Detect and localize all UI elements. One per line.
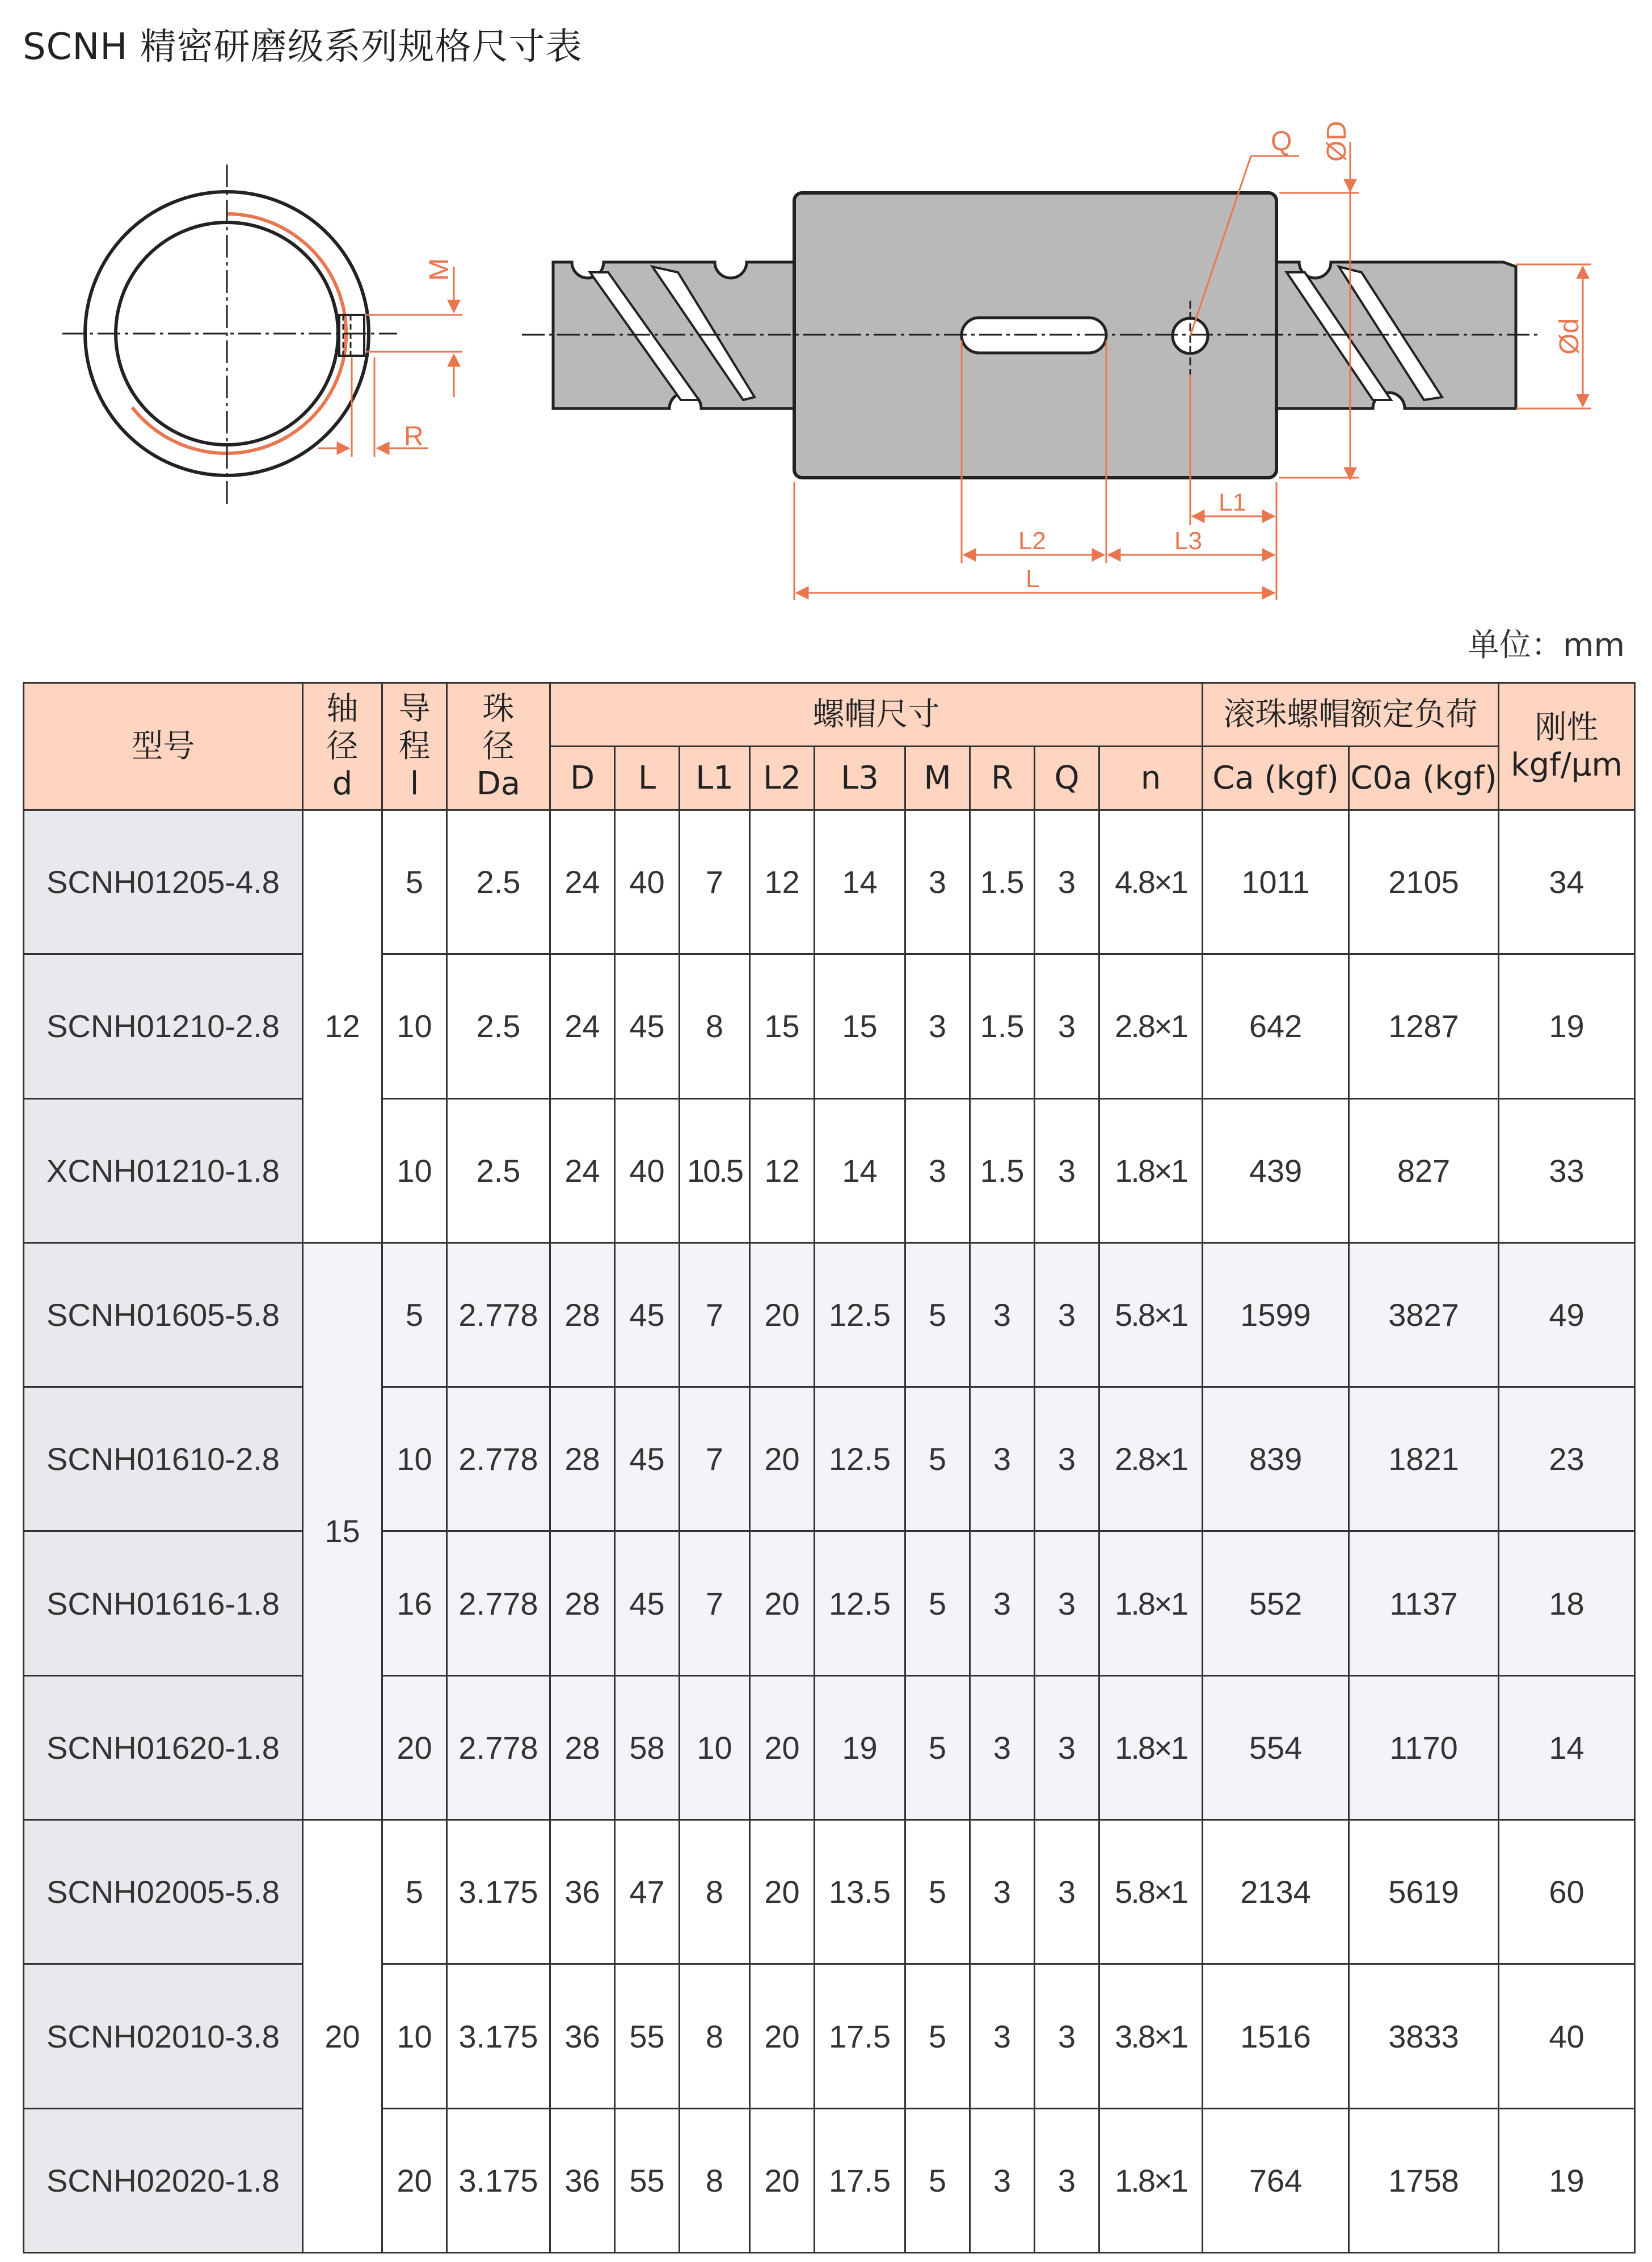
cell-c0a: 1758: [1349, 2108, 1499, 2252]
cell-n: 1.8×1: [1099, 2108, 1203, 2252]
cell-r: 3: [970, 1531, 1035, 1675]
table-row: [24, 1820, 1635, 1964]
cell-l1: 7: [680, 810, 750, 954]
cell-l: 45: [615, 1531, 680, 1675]
cell-da: 2.778: [447, 1242, 550, 1387]
cell-d: 36: [550, 1820, 615, 1964]
cell-d: 24: [550, 810, 615, 954]
cell-m: 3: [905, 954, 970, 1098]
cell-r: 1.5: [970, 1098, 1035, 1242]
cell-rig: 40: [1499, 1964, 1635, 2108]
cell-d: 28: [550, 1242, 615, 1387]
cell-l: 40: [615, 810, 680, 954]
cell-l1: 8: [680, 954, 750, 1098]
cell-ca: 1599: [1203, 1242, 1349, 1387]
table-row: [24, 2108, 1635, 2252]
cell-c0a: 1821: [1349, 1387, 1499, 1531]
cell-m: 5: [905, 1242, 970, 1387]
cell-l2: 12: [750, 1098, 815, 1242]
cell-n: 5.8×1: [1099, 1242, 1203, 1387]
cell-rig: 49: [1499, 1242, 1635, 1387]
cell-ca: 839: [1203, 1387, 1349, 1531]
cell-l2: 12: [750, 810, 815, 954]
cell-d: 28: [550, 1675, 615, 1819]
cell-l3: 17.5: [815, 1964, 905, 2108]
cell-da: 2.5: [447, 1098, 550, 1242]
cell-n: 4.8×1: [1099, 810, 1203, 954]
header-col-n: n: [1099, 747, 1203, 810]
cell-n: 1.8×1: [1099, 1531, 1203, 1675]
header-col-l3: L3: [815, 747, 905, 810]
cell-l: 55: [615, 2108, 680, 2252]
cell-l: 45: [615, 954, 680, 1098]
cell-c0a: 3833: [1349, 1964, 1499, 2108]
cell-ca: 2134: [1203, 1820, 1349, 1964]
cell-n: 1.8×1: [1099, 1098, 1203, 1242]
end-view: [62, 165, 462, 505]
cell-m: 5: [905, 1387, 970, 1531]
shaft-diameter-cell: 20: [303, 1820, 382, 2253]
cell-l3: 17.5: [815, 2108, 905, 2252]
cell-n: 2.8×1: [1099, 1387, 1203, 1531]
cell-q: 3: [1035, 1098, 1099, 1242]
header-ball-diameter: 珠 径 Da: [447, 683, 550, 810]
model-cell: SCNH01620-1.8: [24, 1675, 303, 1819]
cell-l1: 7: [680, 1531, 750, 1675]
cell-m: 5: [905, 1820, 970, 1964]
table-row: [24, 810, 1635, 954]
cell-l1: 8: [680, 2108, 750, 2252]
cell-q: 3: [1035, 2108, 1099, 2252]
spec-table: [23, 682, 1636, 2253]
cell-c0a: 5619: [1349, 1820, 1499, 1964]
header-lead: 导 程 l: [382, 683, 447, 810]
model-cell: SCNH02020-1.8: [24, 2108, 303, 2252]
cell-q: 3: [1035, 810, 1099, 954]
cell-d: 28: [550, 1387, 615, 1531]
cell-lead: 5: [382, 1820, 447, 1964]
cell-r: 3: [970, 1675, 1035, 1819]
cell-c0a: 3827: [1349, 1242, 1499, 1387]
cell-l2: 20: [750, 1675, 815, 1819]
cell-r: 3: [970, 1387, 1035, 1531]
cell-l3: 12.5: [815, 1242, 905, 1387]
dim-label-l2: L2: [1018, 527, 1046, 555]
cell-l: 40: [615, 1098, 680, 1242]
cell-ca: 1516: [1203, 1964, 1349, 2108]
header-col-l1: L1: [680, 747, 750, 810]
dim-label-m: M: [424, 258, 454, 281]
cell-lead: 10: [382, 954, 447, 1098]
cell-d: 28: [550, 1531, 615, 1675]
cell-l3: 14: [815, 810, 905, 954]
dim-label-r: R: [404, 422, 424, 452]
cell-da: 3.175: [447, 1820, 550, 1964]
page-title: SCNH 精密研磨级系列规格尺寸表: [23, 26, 583, 68]
cell-lead: 20: [382, 2108, 447, 2252]
cell-l2: 20: [750, 2108, 815, 2252]
ball-screw-nut-drawing: [0, 0, 1652, 624]
cell-r: 3: [970, 1820, 1035, 1964]
cell-l1: 10.5: [680, 1098, 750, 1242]
cell-da: 2.778: [447, 1675, 550, 1819]
header-shaft-diameter: 轴 径 d: [303, 683, 382, 810]
cell-da: 2.778: [447, 1387, 550, 1531]
cell-da: 2.5: [447, 810, 550, 954]
cell-l2: 15: [750, 954, 815, 1098]
cell-r: 1.5: [970, 810, 1035, 954]
cell-l: 45: [615, 1242, 680, 1387]
cell-l2: 20: [750, 1964, 815, 2108]
model-cell: SCNH01610-2.8: [24, 1387, 303, 1531]
header-col-d: D: [550, 747, 615, 810]
cell-da: 2.5: [447, 954, 550, 1098]
dim-label-l1: L1: [1219, 488, 1246, 516]
cell-m: 3: [905, 810, 970, 954]
cell-l2: 20: [750, 1387, 815, 1531]
cell-r: 1.5: [970, 954, 1035, 1098]
cell-m: 5: [905, 1531, 970, 1675]
cell-lead: 20: [382, 1675, 447, 1819]
cell-d: 36: [550, 2108, 615, 2252]
model-cell: SCNH01210-2.8: [24, 954, 303, 1098]
cell-rig: 19: [1499, 2108, 1635, 2252]
cell-l: 55: [615, 1964, 680, 2108]
cell-l1: 8: [680, 1820, 750, 1964]
cell-q: 3: [1035, 1531, 1099, 1675]
cell-m: 5: [905, 1964, 970, 2108]
cell-l3: 13.5: [815, 1820, 905, 1964]
table-row: [24, 1098, 1635, 1242]
cell-d: 36: [550, 1964, 615, 2108]
cell-lead: 10: [382, 1964, 447, 2108]
cell-n: 1.8×1: [1099, 1675, 1203, 1819]
cell-m: 5: [905, 1675, 970, 1819]
header-col-l2: L2: [750, 747, 815, 810]
cell-q: 3: [1035, 954, 1099, 1098]
cell-lead: 10: [382, 1387, 447, 1531]
cell-n: 3.8×1: [1099, 1964, 1203, 2108]
shaft-diameter-cell: 15: [303, 1242, 382, 1819]
cell-r: 3: [970, 2108, 1035, 2252]
cell-l1: 7: [680, 1387, 750, 1531]
cell-rig: 23: [1499, 1387, 1635, 1531]
dim-label-l3: L3: [1174, 527, 1202, 555]
header-col-ca: Ca (kgf): [1203, 747, 1349, 810]
cell-d: 24: [550, 954, 615, 1098]
cell-ca: 439: [1203, 1098, 1349, 1242]
header-model: 型号: [24, 683, 303, 810]
cell-l3: 19: [815, 1675, 905, 1819]
cell-m: 5: [905, 2108, 970, 2252]
cell-lead: 5: [382, 1242, 447, 1387]
cell-rig: 18: [1499, 1531, 1635, 1675]
cell-ca: 764: [1203, 2108, 1349, 2252]
model-cell: SCNH02005-5.8: [24, 1820, 303, 1964]
header-col-r: R: [970, 747, 1035, 810]
cell-rig: 60: [1499, 1820, 1635, 1964]
model-cell: SCNH01605-5.8: [24, 1242, 303, 1387]
cell-l: 58: [615, 1675, 680, 1819]
cell-ca: 642: [1203, 954, 1349, 1098]
cell-q: 3: [1035, 1242, 1099, 1387]
cell-lead: 16: [382, 1531, 447, 1675]
cell-da: 3.175: [447, 1964, 550, 2108]
cell-c0a: 2105: [1349, 810, 1499, 954]
dim-label-l: L: [1026, 565, 1040, 593]
cell-rig: 19: [1499, 954, 1635, 1098]
cell-n: 2.8×1: [1099, 954, 1203, 1098]
cell-c0a: 1170: [1349, 1675, 1499, 1819]
unit-label: 单位：mm: [1467, 627, 1625, 664]
table-row: [24, 1242, 1635, 1387]
cell-l2: 20: [750, 1531, 815, 1675]
cell-q: 3: [1035, 1675, 1099, 1819]
table-row: [24, 1387, 1635, 1531]
cell-rig: 33: [1499, 1098, 1635, 1242]
cell-l: 45: [615, 1387, 680, 1531]
model-cell: SCNH01205-4.8: [24, 810, 303, 954]
dim-label-q: Q: [1271, 127, 1292, 157]
cell-l3: 12.5: [815, 1531, 905, 1675]
cell-rig: 14: [1499, 1675, 1635, 1819]
table-row: [24, 1964, 1635, 2108]
cell-ca: 554: [1203, 1675, 1349, 1819]
cell-da: 3.175: [447, 2108, 550, 2252]
cell-q: 3: [1035, 1964, 1099, 2108]
cell-c0a: 1287: [1349, 954, 1499, 1098]
cell-l1: 7: [680, 1242, 750, 1387]
header-nut-dimensions: 螺帽尺寸: [550, 683, 1203, 747]
header-col-m: M: [905, 747, 970, 810]
cell-l3: 15: [815, 954, 905, 1098]
cell-l1: 10: [680, 1675, 750, 1819]
cell-l2: 20: [750, 1820, 815, 1964]
cell-l1: 8: [680, 1964, 750, 2108]
table-row: [24, 1675, 1635, 1819]
cell-n: 5.8×1: [1099, 1820, 1203, 1964]
model-cell: SCNH02010-3.8: [24, 1964, 303, 2108]
dim-label-od-small: Ød: [1554, 318, 1584, 355]
header-col-l: L: [615, 747, 680, 810]
cell-lead: 10: [382, 1098, 447, 1242]
cell-rig: 34: [1499, 810, 1635, 954]
cell-ca: 1011: [1203, 810, 1349, 954]
cell-r: 3: [970, 1964, 1035, 2108]
cell-ca: 552: [1203, 1531, 1349, 1675]
cell-m: 3: [905, 1098, 970, 1242]
model-cell: XCNH01210-1.8: [24, 1098, 303, 1242]
cell-q: 3: [1035, 1820, 1099, 1964]
cell-lead: 5: [382, 810, 447, 954]
side-view: [522, 121, 1591, 600]
cell-q: 3: [1035, 1387, 1099, 1531]
cell-l: 47: [615, 1820, 680, 1964]
header-rigidity: 刚性 kgf/μm: [1499, 683, 1635, 810]
table-row: [24, 954, 1635, 1098]
spec-table-body: [24, 810, 1635, 2253]
header-rated-load: 滚珠螺帽额定负荷: [1203, 683, 1499, 747]
dim-label-od: ØD: [1322, 121, 1352, 162]
model-cell: SCNH01616-1.8: [24, 1531, 303, 1675]
header-col-c0a: C0a (kgf): [1349, 747, 1499, 810]
cell-l3: 14: [815, 1098, 905, 1242]
cell-c0a: 1137: [1349, 1531, 1499, 1675]
shaft-diameter-cell: 12: [303, 810, 382, 1243]
cell-da: 2.778: [447, 1531, 550, 1675]
table-row: [24, 1531, 1635, 1675]
cell-r: 3: [970, 1242, 1035, 1387]
cell-l3: 12.5: [815, 1387, 905, 1531]
cell-d: 24: [550, 1098, 615, 1242]
cell-c0a: 827: [1349, 1098, 1499, 1242]
header-col-q: Q: [1035, 747, 1099, 810]
cell-l2: 20: [750, 1242, 815, 1387]
